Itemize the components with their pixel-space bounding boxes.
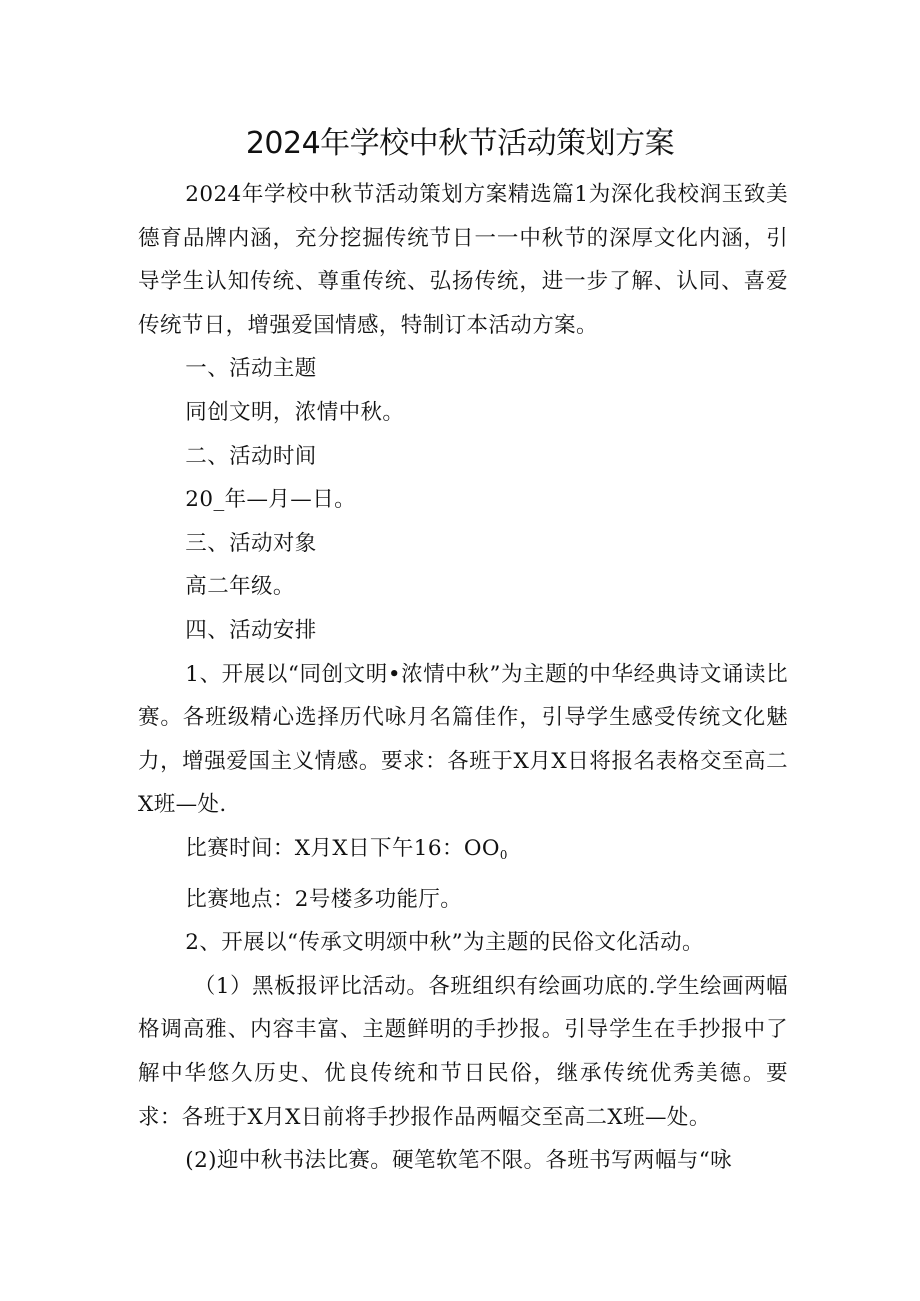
document-body xyxy=(138,173,788,1183)
competition-time-text: 比赛时间：X月X日下午16：OO xyxy=(185,835,500,861)
target-text: 高二年级。 xyxy=(185,574,295,600)
blackboard-activity: （1）黑板报评比活动。各班组织有绘画功底的.学生绘画两幅格调高雅、内容丰富、主题鲜明的手抄报。引导学生在手抄报中了解中华悠久历史、优良传统和节日民俗，继承传统优秀美德。要求：各班于X月X日前将手抄报作品两幅交至高二X班—处。 xyxy=(138,973,788,1130)
competition-time xyxy=(138,827,788,878)
arrangement-item-1: 1、开展以“同创文明•浓情中秋”为主题的中华经典诗文诵读比赛。各班级精心选择历代咏月名篇佳作，引导学生感受传统文化魅力，增强爱国主义情感。要求：各班于X月X日将报名表格交至高二X班—处. xyxy=(138,661,788,818)
intro-paragraph: 2024年学校中秋节活动策划方案精选篇1为深化我校润玉致美德育品牌内涵，充分挖掘传统节日一一中秋节的深厚文化内涵，引导学生认知传统、尊重传统、弘扬传统，进一步了解、认同、喜爱传统节日，增强爱国情感，特制订本活动方案。 xyxy=(138,182,788,338)
arrangement-item-2: 2、开展以“传承文明颂中秋”为主题的民俗文化活动。 xyxy=(185,930,704,956)
section-heading-arrangement: 四、活动安排 xyxy=(185,617,317,643)
section-heading-time: 二、活动时间 xyxy=(185,443,317,469)
section-heading-theme: 一、活动主题 xyxy=(185,356,317,382)
calligraphy-activity: (2)迎中秋书法比赛。硬笔软笔不限。各班书写两幅与“咏 xyxy=(185,1148,733,1174)
competition-time-subscript: 0 xyxy=(499,848,508,863)
competition-location: 比赛地点：2号楼多功能厅。 xyxy=(185,886,463,912)
theme-text: 同创文明，浓情中秋。 xyxy=(185,399,405,425)
document-title: 2024年学校中秋节活动策划方案 xyxy=(245,126,675,161)
time-text: 20_年—月—日。 xyxy=(185,487,357,513)
section-heading-target: 三、活动对象 xyxy=(185,530,317,556)
